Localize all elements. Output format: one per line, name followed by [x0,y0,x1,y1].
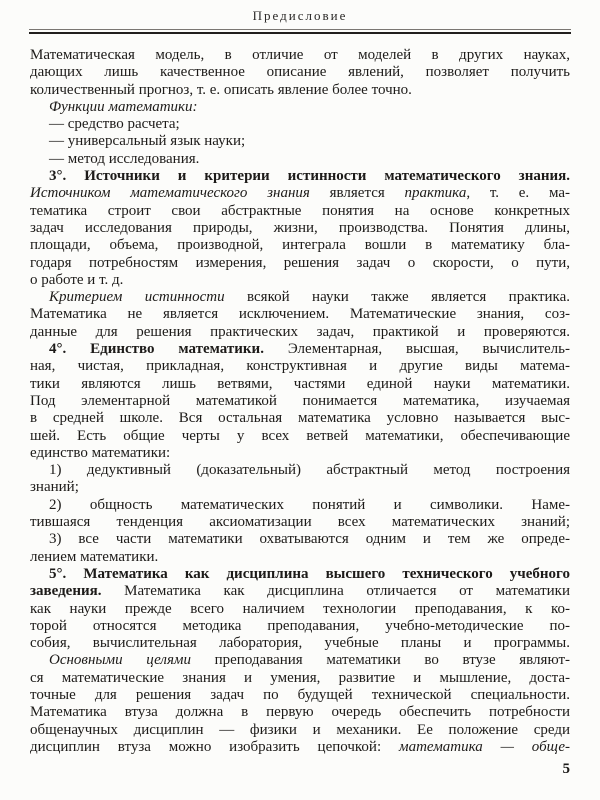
text-segment: торой относятся методика преподавания, учебно-методические по- [30,617,570,634]
text-segment: Математическая модель, в отличие от моделей в других науках, [30,47,570,63]
text-segment: задач исследования природы, жизни, производства. Понятия длины, [30,219,570,236]
text-segment: тики являются лишь ветвями, частями единой науки математики. [30,375,570,392]
text-segment: тившаяся тенденция аксиоматизации всех математических знаний; [30,514,570,531]
text-segment: площади, объема, производной, интеграла вошли в математику бла- [30,237,570,254]
text-segment: дающих лишь качественное описание явлений, позволяет получить [30,64,570,81]
text-segment: — универсальный язык науки; [49,133,246,150]
text-line [30,255,570,272]
text-line [30,670,570,687]
text-line [30,635,570,652]
text-line [30,514,570,531]
text-segment: всякой науки также является практика. [247,289,570,306]
text-segment: преподавания математики во втузе являют- [214,652,570,669]
text-segment: единство математики: [30,444,171,461]
text-segment: практика [404,185,467,202]
text-segment: Математика втуза должна в первую очередь обеспечить потребности [30,704,570,721]
text-line [30,549,570,566]
text-segment: дисциплин втуза можно изобразить цепочкой: [30,738,399,755]
text-line [30,445,570,462]
text-segment: количественный прогноз, т. е. описать явление более точно. [30,81,412,98]
text-line [30,358,570,375]
text-line [30,410,570,427]
page-body [30,47,570,756]
text-segment: как науки прежде всего наличием технологии преподавания, к ко- [30,600,570,617]
text-segment: 3°. Источники и критерии истинности математического знания. [49,168,570,185]
text-segment: данные для решения практических задач, практикой и проверяются. [30,323,570,340]
text-segment: 1) дедуктивный (доказательный) абстрактный метод построения [49,462,570,479]
text-segment: лением математики. [30,548,159,565]
divider-thick-line [29,32,571,34]
text-line [30,687,570,704]
divider-thin-line [29,29,571,30]
text-line [30,324,570,341]
text-segment: заведения. [30,583,125,600]
text-line [30,722,570,739]
text-line [30,601,570,618]
page-header [0,0,600,25]
text-segment: Математика как дисциплина отличается от математики [124,583,571,600]
text-segment: 4°. Единство математики. [49,341,288,358]
text-line [30,583,570,600]
text-segment: в средней школе. Вся остальная математика условно называется выс- [30,410,570,427]
text-line [30,168,570,185]
text-segment: — метод исследования. [49,150,200,167]
text-segment: Математика не является исключением. Математические знания, соз- [30,306,570,323]
text-line [30,306,570,323]
text-segment: 5°. Математика как дисциплина высшего технического учебного [49,565,570,582]
text-segment: точные для решения задач по будущей технической специальности. [30,686,570,703]
text-line [30,272,570,289]
text-line [30,393,570,410]
text-segment: шей. Есть общие черты у всех ветвей математики, обеспечивающие [30,427,570,444]
text-line [30,376,570,393]
text-segment: годаря потребностям измерения, решения задач о скорости, о пути, [30,254,570,271]
text-segment: 3) все части математики охватываются одним и тем же опреде- [49,531,570,548]
text-line [30,237,570,254]
text-segment: , т. е. ма- [466,185,570,202]
text-segment: о работе и т. д. [30,271,124,288]
text-line [30,739,570,756]
text-segment: математика — обще- [399,738,570,755]
text-line [30,428,570,445]
text-line [30,566,570,583]
text-segment: — средство расчета; [49,116,180,133]
text-line [30,462,570,479]
text-line [30,479,570,496]
text-segment: Функции математики: [49,98,198,115]
text-segment: Критерием истинности [49,289,248,306]
text-line [30,704,570,721]
page-number: 5 [562,761,570,777]
text-line [30,64,570,81]
text-line [30,133,570,150]
text-line [30,185,570,202]
text-segment: 2) общность математических понятий и символики. Наме- [49,496,570,513]
text-segment: Под элементарной математикой понимается математика, изучаемая [30,392,570,409]
text-segment: знаний; [30,479,79,496]
text-line [30,47,570,64]
text-segment: является [329,185,405,202]
text-line [30,289,570,306]
running-head-title: Предисловие [252,8,348,23]
text-line [30,99,570,116]
text-line [30,82,570,99]
text-segment: Основными целями [49,652,215,669]
text-segment: собия, вычислительная лаборатория, учебные планы и программы. [30,635,570,652]
text-line [30,220,570,237]
text-segment: ся математические знания и умения, развитие и мышление, доста- [30,669,570,686]
text-segment: общенаучных дисциплин — физики и механики. Ее положение среди [30,721,570,738]
text-line [30,652,570,669]
text-segment: Источником математического знания [30,185,330,202]
text-segment: ная, чистая, прикладная, конструктивная и другие виды матема- [30,358,570,375]
text-segment: тематика строит свои абстрактные понятия на основе конкретных [30,202,570,219]
text-line [30,203,570,220]
text-line [30,116,570,133]
text-line [30,531,570,548]
text-line [30,341,570,358]
text-segment: Элементарная, высшая, вычислитель- [287,341,570,358]
text-line [30,151,570,168]
header-divider [29,29,571,34]
text-line [30,618,570,635]
text-line [30,497,570,514]
